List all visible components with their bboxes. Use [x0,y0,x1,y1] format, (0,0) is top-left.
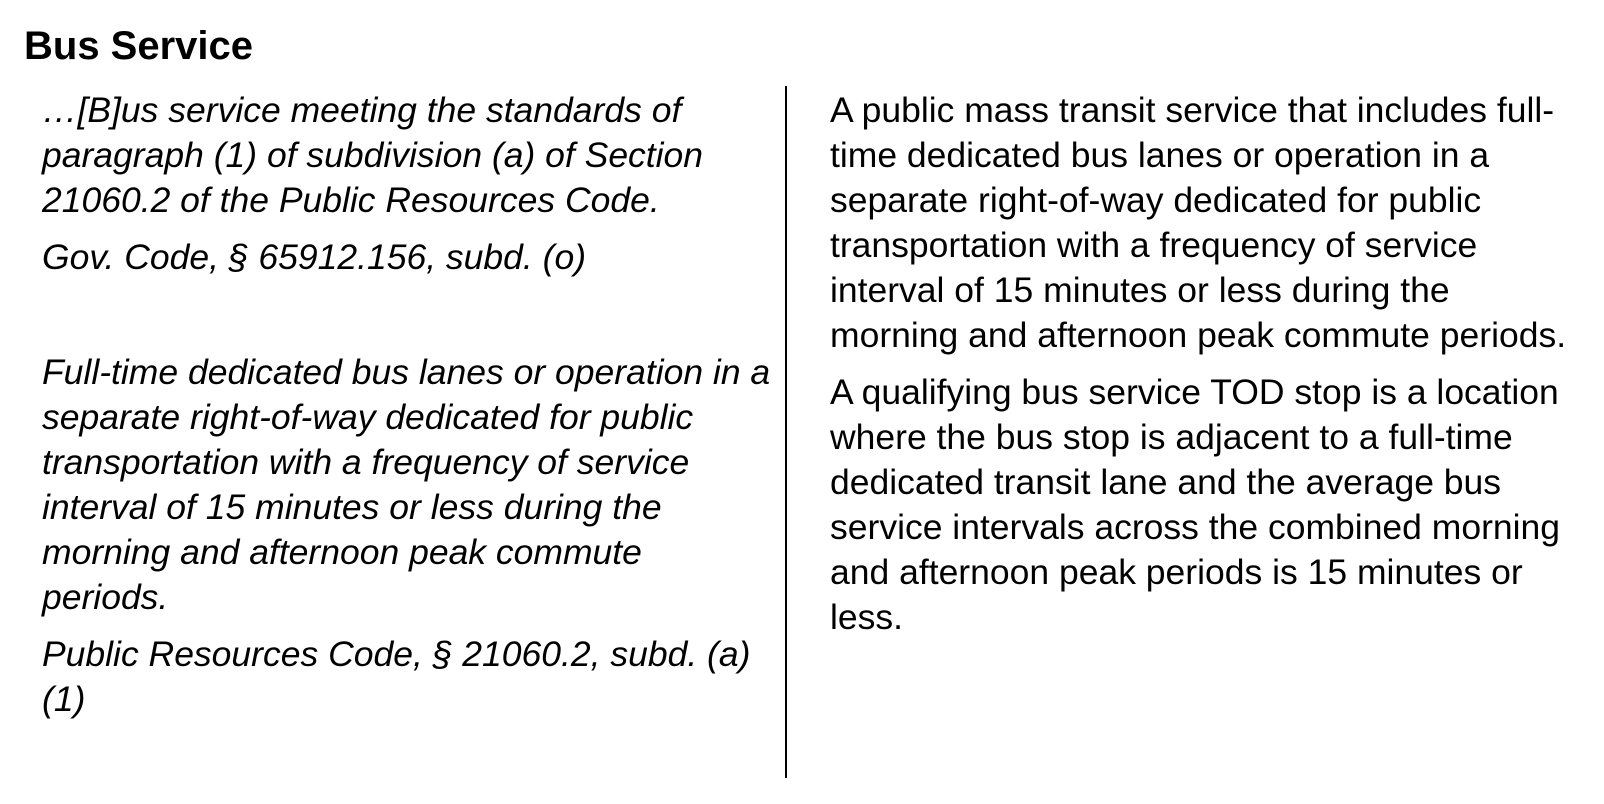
statute-citation-gov-code: Gov. Code, § 65912.156, subd. (o) [42,237,587,277]
bus-service-definition: A public mass transit service that includes full-time dedicated bus lanes or operation in a separate right-of-way dedicated for public transportation with a frequency of service interval of 15 minutes or less during the morning and afternoon peak commute periods. [830,90,1567,355]
statute-quote-dedicated-lanes: Full-time dedicated bus lanes or operation in a separate right-of-way dedicated for public transportation with a frequency of service interval of 15 minutes or less during the morning and afternoon peak commute periods. [42,352,771,617]
statute-column [42,88,772,722]
definition-column [830,88,1580,640]
statute-quote-bus-service: …[B]us service meeting the standards of paragraph (1) of subdivision (a) of Section 21060.2 of the Public Resources Code. [42,90,704,220]
section-title: Bus Service [24,24,254,68]
statute-citation-public-resources-code: Public Resources Code, § 21060.2, subd. (a)(1) [42,634,751,719]
tod-stop-definition: A qualifying bus service TOD stop is a location where the bus stop is adjacent to a full-time dedicated transit lane and the average bus service intervals across the combined morning and afternoon peak periods is 15 minutes or less. [830,372,1561,637]
column-divider [785,86,787,778]
